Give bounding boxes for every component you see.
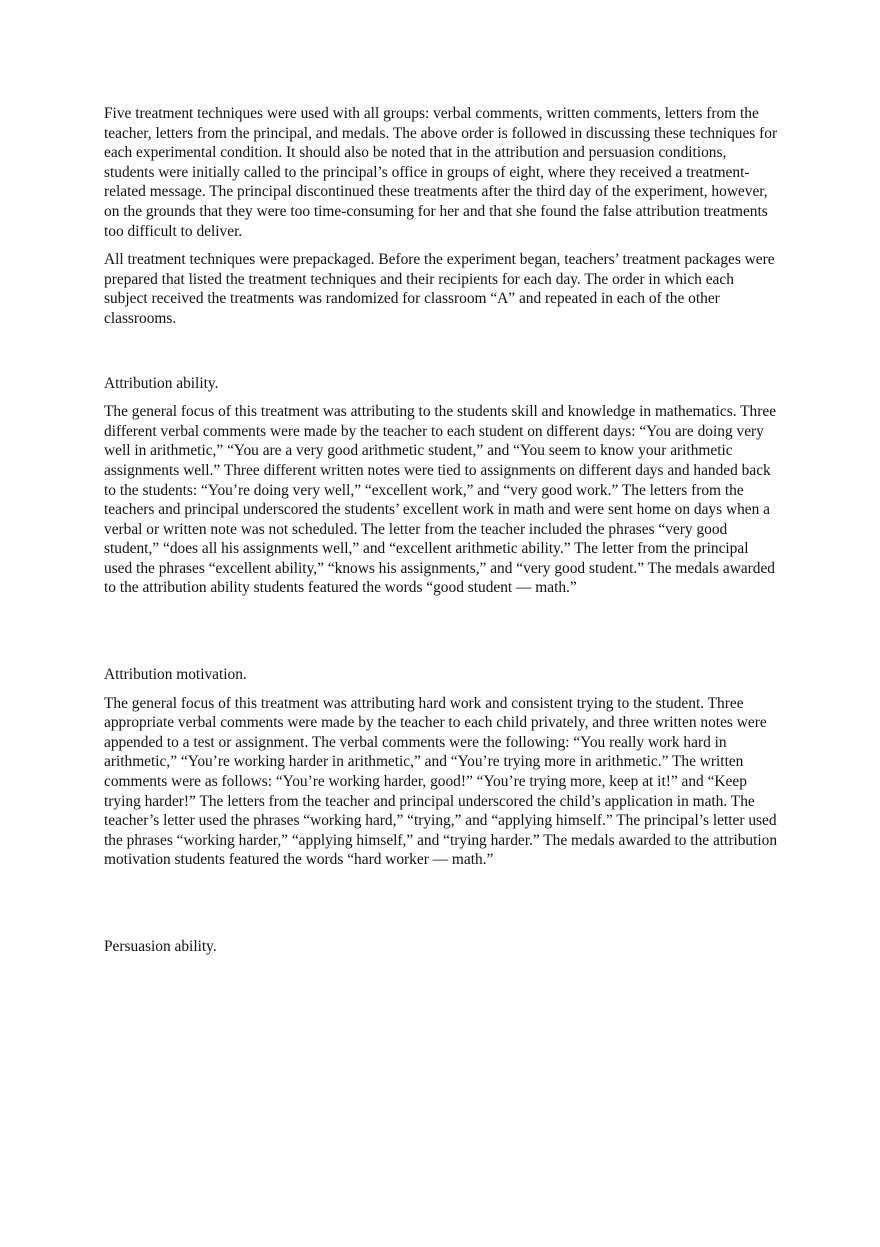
section-heading-attribution-ability: Attribution ability. <box>104 374 219 392</box>
section-spacer <box>104 338 780 374</box>
section-body-attribution-motivation: The general focus of this treatment was attributing hard work and consistent trying to the student. Three appropriate verbal comments were made by the teacher to each child privately, and three written notes were appended to a test or assignment. The verbal comments were the following: “You really work hard in arithmetic,” “You’re working harder in arithmetic,” and “You’re trying more in arithmetic.” The written comments were as follows: “You’re working harder, good!” “You’re trying more, keep at it!” and “Keep trying harder!” The letters from the teacher and principal underscored the child’s application in math. The teacher’s letter used the phrases “working hard,” “trying,” and “applying himself.” The principal’s letter used the phrases “working harder,” “applying himself,” and “trying harder.” The medals awarded to the attribution motivation students featured the words “hard worker — math.” <box>104 694 778 869</box>
section-heading-attribution-motivation: Attribution motivation. <box>104 666 247 684</box>
section-spacer <box>104 879 780 937</box>
section-heading-persuasion-ability: Persuasion ability. <box>104 938 217 955</box>
intro-paragraph-2: All treatment techniques were prepackaged. Before the experiment began, teachers’ treatment packages were prepared that listed the treatment techniques and their recipients for each day. The order in which each subject received the treatments was randomized for classroom “A” and repeated in each of the other classrooms. <box>104 251 775 327</box>
section-spacer <box>104 607 780 665</box>
section-body-attribution-ability: The general focus of this treatment was attributing to the students skill and knowledge in mathematics. Three different verbal comments were made by the teacher to each student on different days: “You are doing very well in arithmetic,” “You are a very good arithmetic student,” and “You seem to know your arithmetic assignments well.” Three different written notes were tied to assignments on different days and handed back to the students: “You’re doing very well,” “excellent work,” and “very good work.” The letters from the teachers and principal underscored the students’ excellent work in math and were sent home on days when a verbal or written note was not scheduled. The letter from the teacher included the phrases “very good student,” “does all his assignments well,” and “excellent arithmetic ability.” The letter from the principal used the phrases “excellent ability,” “knows his assignments,” and “very good student.” The medals awarded to the attribution ability students featured the words “good student — math.” <box>104 403 777 597</box>
intro-paragraph-1: Five treatment techniques were used with all groups: verbal comments, written comments, letters from the teacher, letters from the principal, and medals. The above order is followed in discussing these techniques for each experimental condition. It should also be noted that in the attribution and persuasion conditions, students were initially called to the principal’s office in groups of eight, where they received a treatment-related message. The principal discontinued these treatments after the third day of the experiment, however, on the grounds that they were too time-consuming for her and that she found the false attribution treatments too difficult to deliver. <box>104 105 778 240</box>
document-body <box>104 104 780 966</box>
